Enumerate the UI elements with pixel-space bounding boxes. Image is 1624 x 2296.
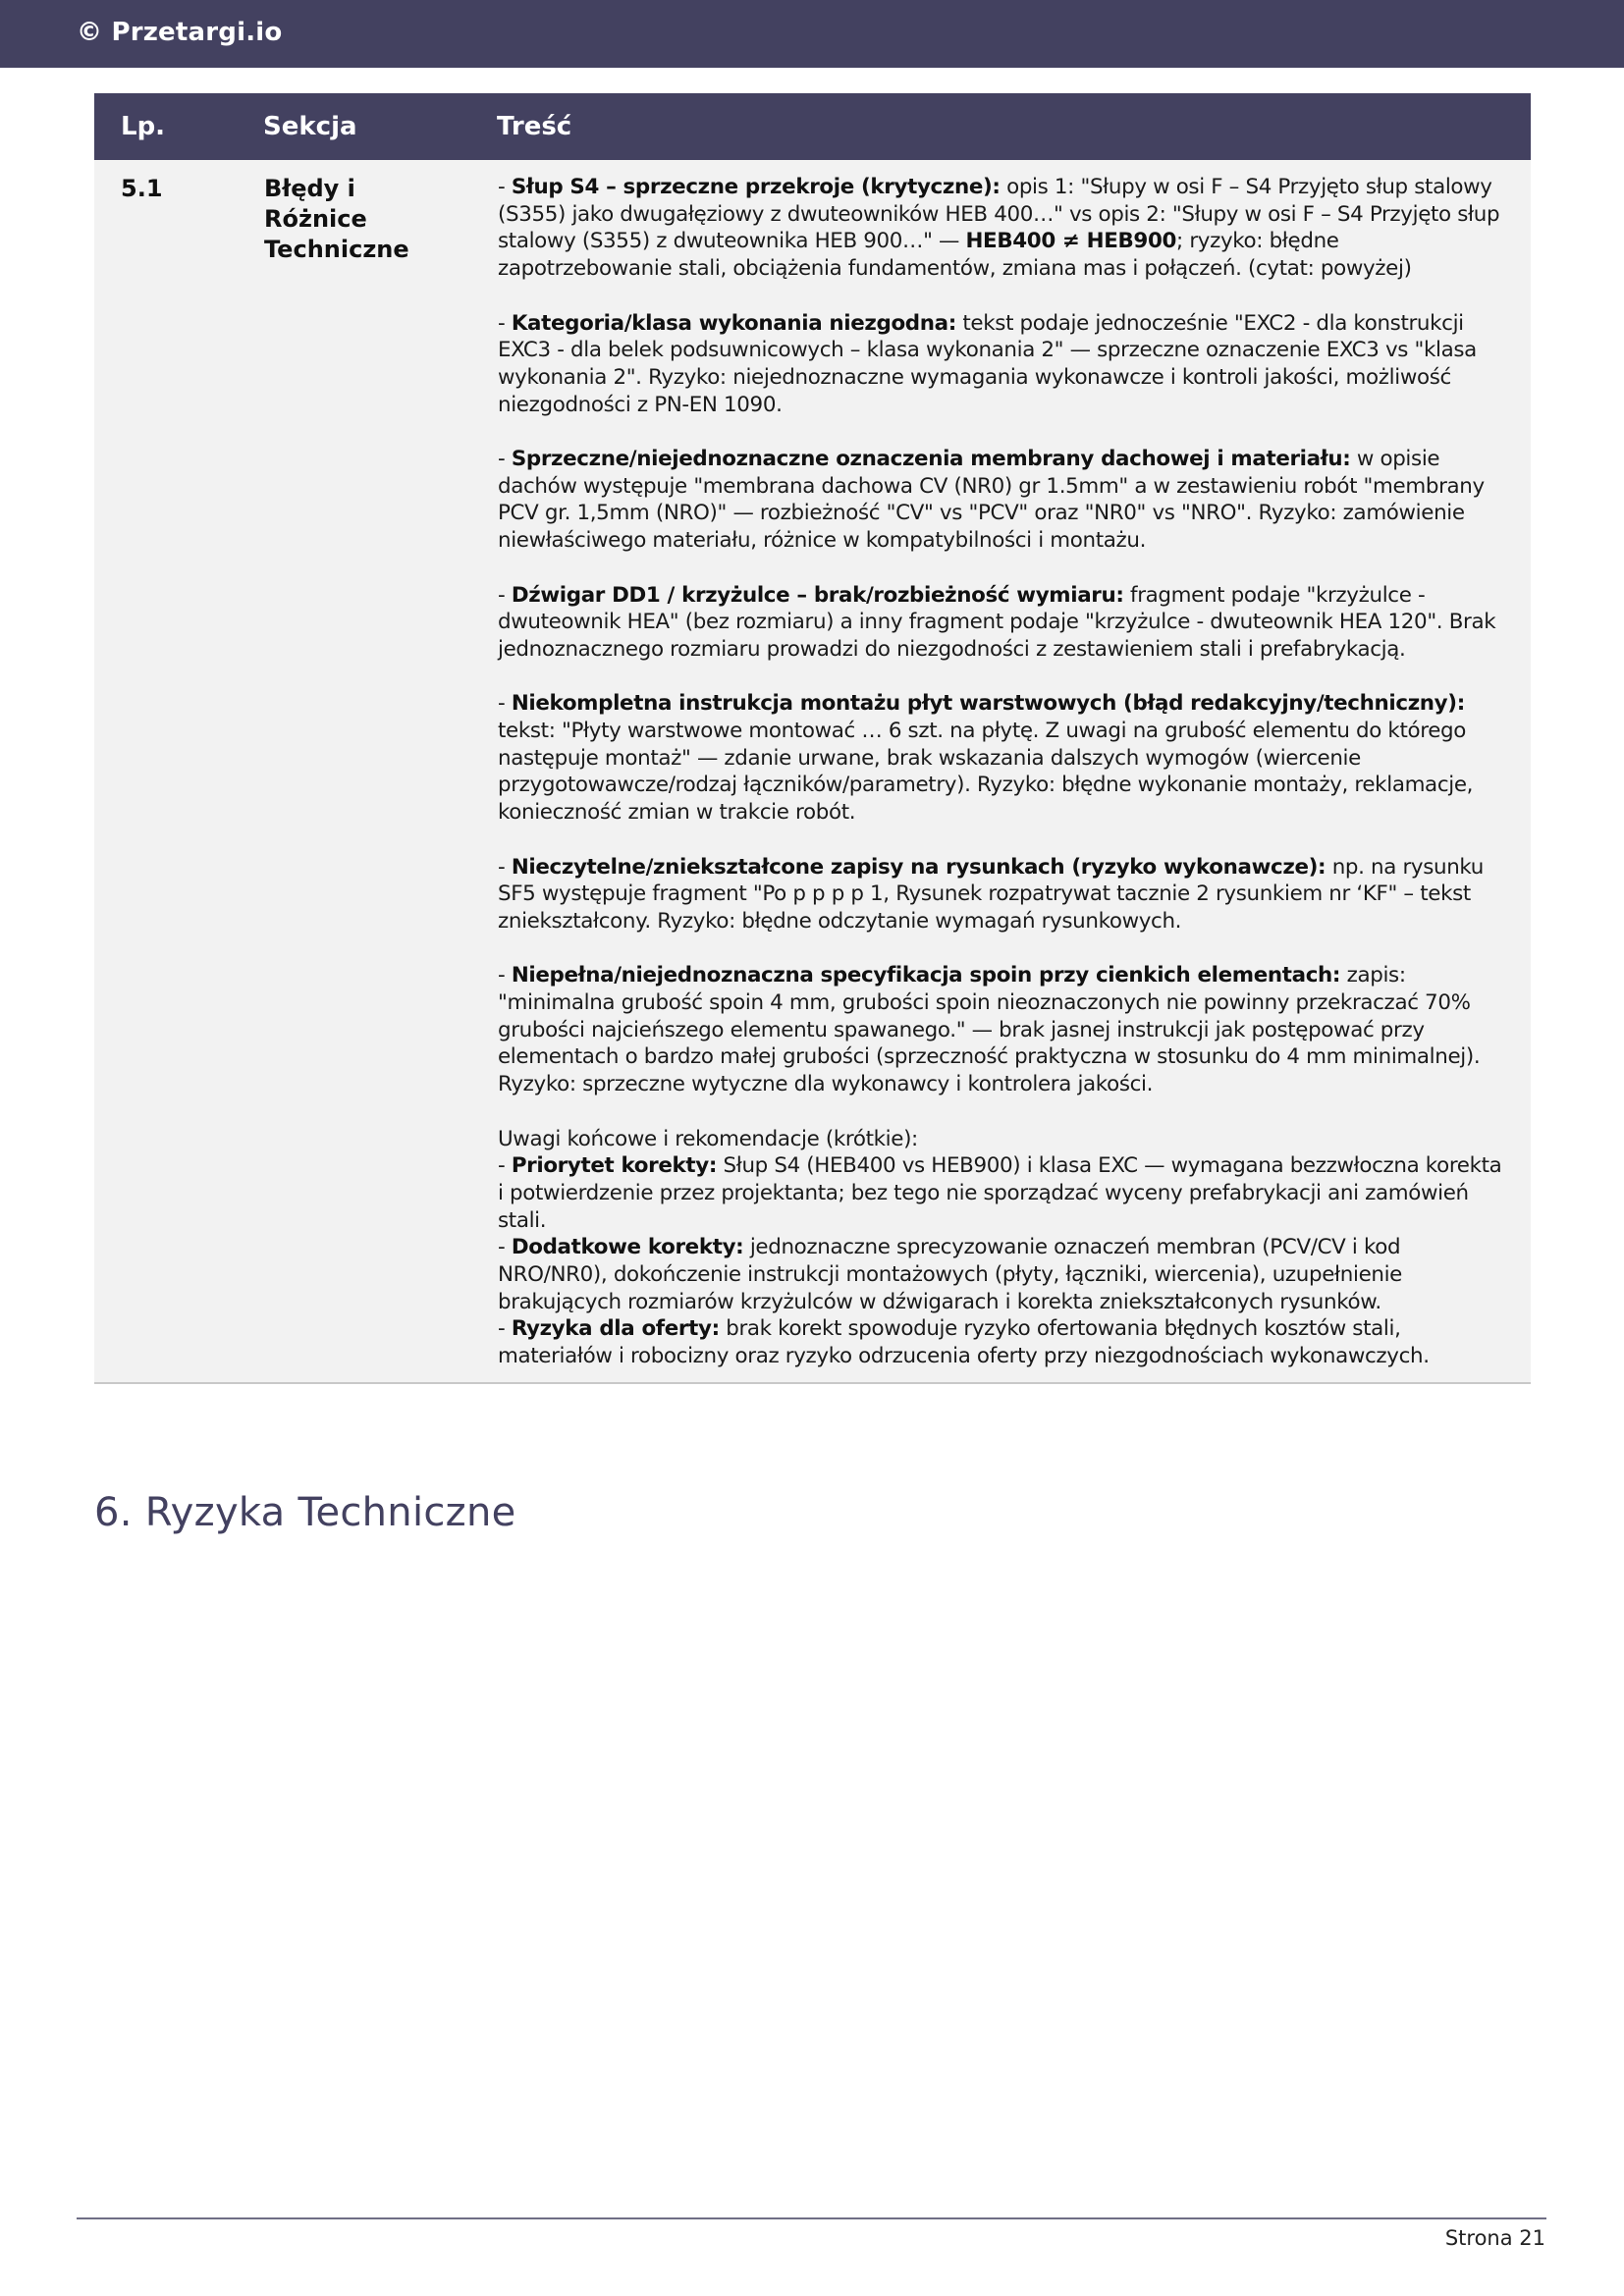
recommendation-text: Słup S4 (HEB400 vs HEB900) i klasa EXC — wymagana bezzwłoczna korekta i potwierdzenie przez projektanta; bez tego nie sporządzać wyceny prefabrykacji ani zamówień stali.	[498, 1153, 1502, 1233]
table-header-row	[94, 93, 1531, 160]
finding-title: Nieczytelne/zniekształcone zapisy na rysunkach (ryzyko wykonawcze):	[511, 854, 1326, 880]
section-line: Błędy i	[264, 175, 355, 202]
bullet-dash: -	[498, 1316, 512, 1342]
finding-item	[498, 174, 1511, 283]
column-header-content: Treść	[497, 93, 1531, 160]
finding-text: ; ryzyko: błędne zapotrzebowanie stali, obciążenia fundamentów, zmiana mas i połączeń. (cytat: powyżej)	[498, 229, 1412, 282]
section-line: Techniczne	[264, 236, 409, 263]
finding-item	[498, 854, 1511, 935]
row-section	[263, 160, 497, 1383]
recommendation-text: jednoznaczne sprecyzowanie oznaczeń membran (PCV/CV i kod NRO/NR0), dokończenie instrukcji montażowych (płyty, łączniki, wiercenia), uzupełnienie brakujących rozmiarów krzyżulców w dźwigarach i korekta zniekształconych rysunków.	[498, 1235, 1402, 1314]
top-bar	[0, 0, 1624, 68]
finding-item	[498, 962, 1511, 1098]
finding-text: np. na rysunku SF5 występuje fragment "Po p p p p 1, Rysunek rozpatrywat tacznie 2 rysunkiem nr ‘KF" – tekst zniekształcony. Ryzyko: błędne odczytanie wymagań rysunkowych.	[498, 854, 1484, 934]
recommendation-title: Dodatkowe korekty:	[511, 1235, 744, 1260]
page-number: Strona 21	[1444, 2226, 1545, 2250]
footer-divider	[77, 2217, 1546, 2219]
bullet-dash: -	[498, 582, 512, 608]
bullet-dash: -	[498, 175, 512, 199]
recommendation-text: brak korekt spowoduje ryzyko ofertowania błędnych kosztów stali, materiałów i robocizny oraz ryzyko odrzucenia oferty przy niezgodnościach wykonawczych.	[498, 1316, 1430, 1369]
table-row	[94, 160, 1531, 1383]
finding-text: tekst: "Płyty warstwowe montować … 6 szt. na płytę. Z uwagi na grubość elementu do którego następuje montaż" — zdanie urwane, brak wskazania dalszych wymogów (wiercenie przygotowawcze/rodzaj łączników/parametry). Ryzyko: błędne wykonanie montaży, reklamacje, konieczność zmian w trakcie robót.	[498, 719, 1474, 826]
bullet-dash: -	[498, 310, 512, 336]
finding-item	[498, 690, 1511, 827]
section-line: Różnice	[264, 205, 367, 233]
bullet-dash: -	[498, 691, 512, 717]
finding-item	[498, 582, 1511, 664]
bullet-dash: -	[498, 963, 512, 988]
recommendation-title: Priorytet korekty:	[511, 1153, 718, 1179]
finding-title: Słup S4 – sprzeczne przekroje (krytyczne):	[511, 175, 1001, 199]
column-header-lp: Lp.	[94, 93, 263, 160]
finding-text: opis 1: "Słupy w osi F – S4 Przyjęto słup stalowy (S355) jako dwugałęziowy z dwuteowników HEB 400…" vs opis 2: "Słupy w osi F – S4 Przyjęto słup stalowy (S355) z dwuteownika HEB 900…" —	[498, 175, 1500, 254]
recommendation-item	[498, 1315, 1511, 1369]
bullet-dash: -	[498, 447, 512, 471]
bullet-dash: -	[498, 1235, 512, 1260]
finding-text: fragment podaje "krzyżulce - dwuteownik HEA" (bez rozmiaru) a inny fragment podaje "krzyżulce - dwuteownik HEA 120". Brak jednoznacznego rozmiaru prowadzi do niezgodności z zestawieniem stali i prefabrykacją.	[498, 582, 1496, 662]
recommendation-item	[498, 1234, 1511, 1315]
row-number: 5.1	[94, 160, 263, 1383]
bullet-dash: -	[498, 1153, 512, 1179]
recommendation-item	[498, 1152, 1511, 1234]
finding-title: Sprzeczne/niejednoznaczne oznaczenia membrany dachowej i materiału:	[511, 447, 1351, 471]
recommendations	[498, 1126, 1511, 1370]
finding-title: Kategoria/klasa wykonania niezgodna:	[511, 310, 956, 336]
finding-emphasis: HEB400 ≠ HEB900	[965, 229, 1177, 254]
section-heading: 6. Ryzyka Techniczne	[94, 1490, 516, 1536]
finding-title: Niepełna/niejednoznaczna specyfikacja spoin przy cienkich elementach:	[511, 963, 1341, 988]
finding-text: tekst podaje jednocześnie "EXC2 - dla konstrukcji EXC3 - dla belek podsuwnicowych – klasa wykonania 2" — sprzeczne oznaczenie EXC3 vs "klasa wykonania 2". Ryzyko: niejednoznaczne wymagania wykonawcze i kontroli jakości, możliwość niezgodności z PN-EN 1090.	[498, 310, 1477, 417]
recommendations-intro: Uwagi końcowe i rekomendacje (krótkie):	[498, 1126, 918, 1151]
column-header-section: Sekcja	[263, 93, 497, 160]
finding-item	[498, 310, 1511, 419]
finding-text: w opisie dachów występuje "membrana dachowa CV (NR0) gr 1.5mm" a w zestawieniu robót "membrany PCV gr. 1,5mm (NRO)" — rozbieżność "CV" vs "PCV" oraz "NR0" vs "NRO". Ryzyko: zamówienie niewłaściwego materiału, różnice w kompatybilności i montażu.	[498, 447, 1485, 554]
finding-item	[498, 446, 1511, 555]
recommendation-title: Ryzyka dla oferty:	[511, 1316, 720, 1342]
row-content	[497, 160, 1531, 1383]
finding-text: zapis: "minimalna grubość spoin 4 mm, grubości spoin nieoznaczonych nie powinny przekraczać 70% grubości najcieńszego elementu spawanego." — brak jasnej instrukcji jak postępować przy elementach o bardzo małej grubości (sprzeczność praktyczna w stosunku do 4 mm minimalnej). Ryzyko: sprzeczne wytyczne dla wykonawcy i kontrolera jakości.	[498, 963, 1481, 1097]
brand-logo-text: © Przetargi.io	[77, 18, 283, 47]
finding-title: Dźwigar DD1 / krzyżulce – brak/rozbieżność wymiaru:	[511, 582, 1124, 608]
findings-table	[94, 93, 1531, 1384]
bullet-dash: -	[498, 854, 512, 880]
finding-title: Niekompletna instrukcja montażu płyt warstwowych (błąd redakcyjny/techniczny):	[511, 691, 1465, 717]
